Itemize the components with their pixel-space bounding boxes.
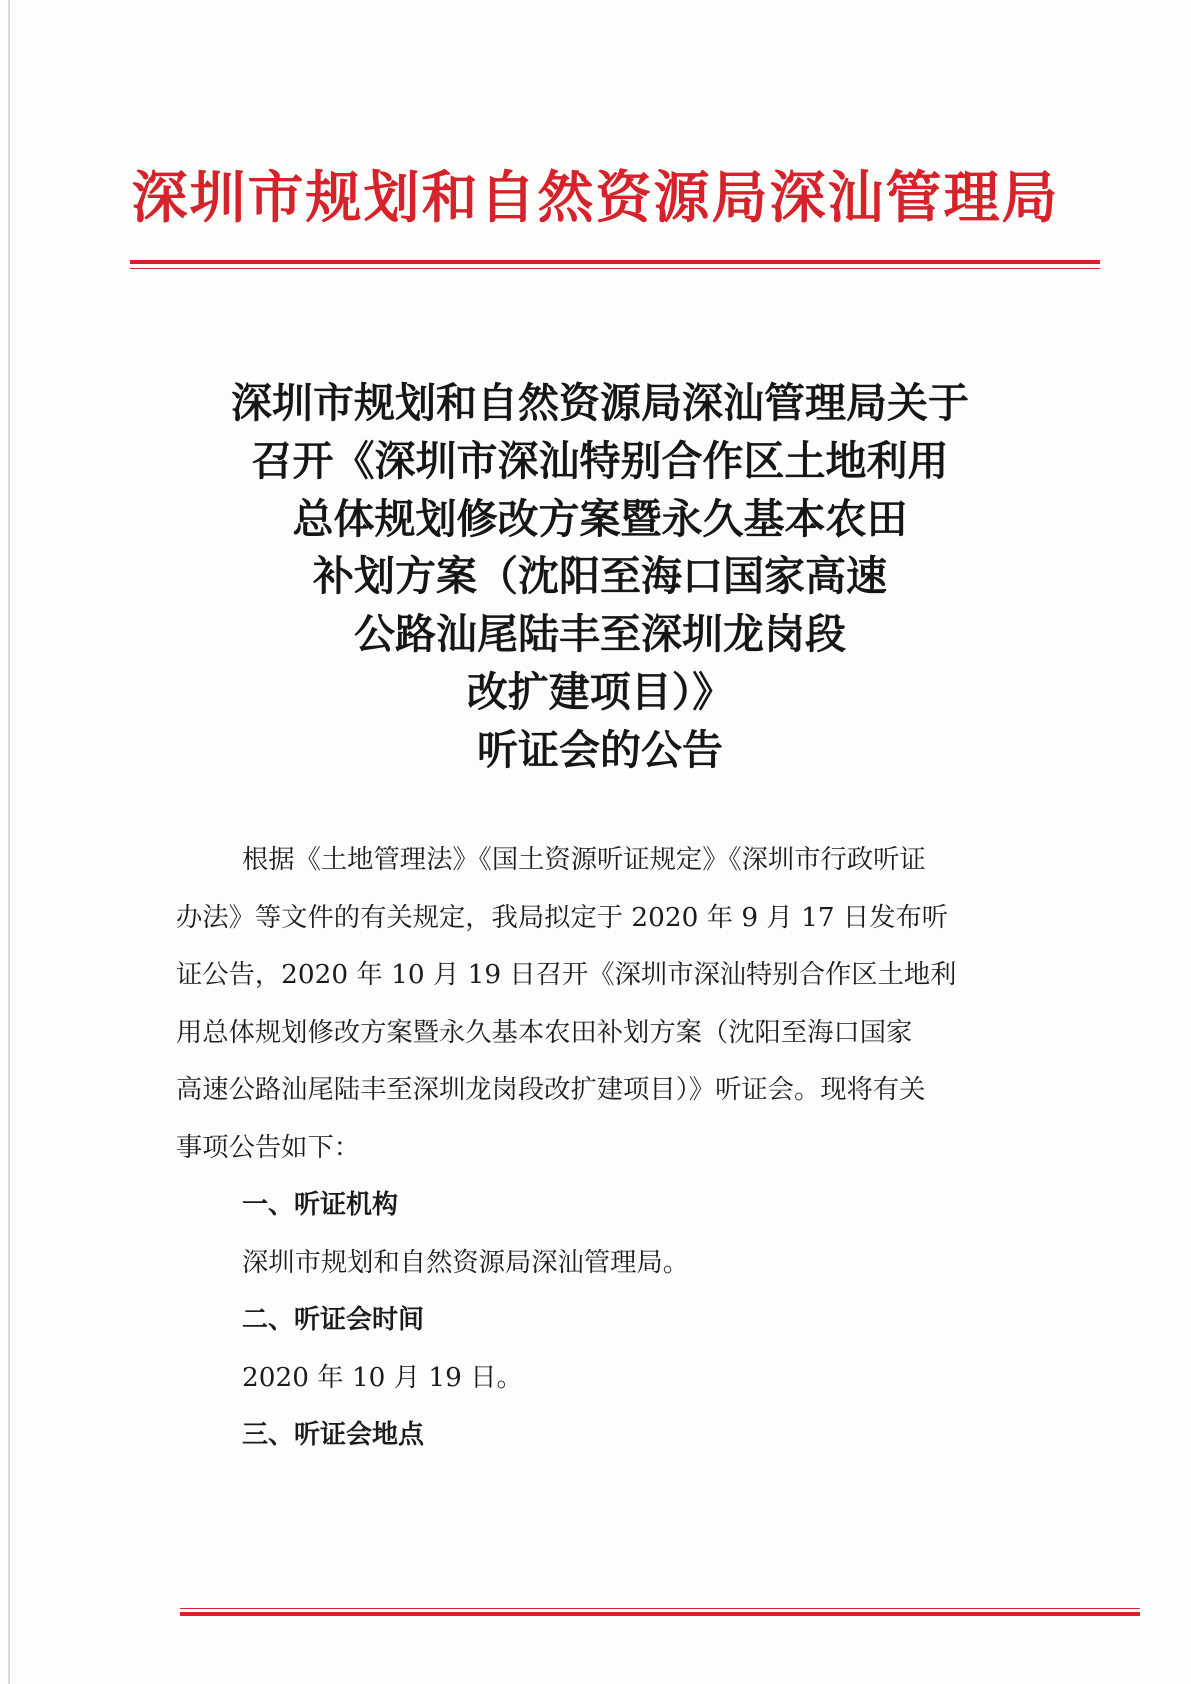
notice-title [150, 375, 1050, 780]
footer-red-rule-thin [180, 1608, 1140, 1609]
letterhead-org-name: 深圳市规划和自然资源局深汕管理局 [131, 165, 1060, 231]
intro-line: 用总体规划修改方案暨永久基本农田补划方案（沈阳至海口国家 [176, 1017, 913, 1048]
section-heading-hearing-location: 三、听证会地点 [242, 1420, 425, 1450]
footer-red-rule [180, 1612, 1140, 1616]
intro-line: 事项公告如下： [176, 1132, 361, 1163]
notice-title-line: 改扩建项目）》 [466, 667, 734, 716]
letterhead-red-rule [130, 260, 1100, 264]
section-heading-hearing-body: 一、听证机构 [242, 1190, 399, 1220]
notice-body [176, 832, 1061, 1465]
letterhead-red-rule-thin [130, 268, 1100, 269]
notice-title-line: 深圳市规划和自然资源局深汕管理局关于 [231, 379, 969, 427]
notice-title-line: 公路汕尾陆丰至深圳龙岗段 [354, 610, 846, 659]
notice-title-line: 总体规划修改方案暨永久基本农田 [292, 494, 908, 543]
intro-line: 根据《土地管理法》《国土资源听证规定》《深圳市行政听证 [242, 845, 926, 875]
section-heading-hearing-time: 二、听证会时间 [242, 1305, 425, 1335]
intro-line: 高速公路汕尾陆丰至深圳龙岗段改扩建项目）》听证会。现将有关 [176, 1075, 926, 1105]
intro-line: 证公告，2020 年 10 月 19 日召开《深圳市深汕特别合作区土地利 [176, 960, 957, 990]
notice-title-line: 召开《深圳市深汕特别合作区土地利用 [251, 436, 949, 485]
notice-title-line: 听证会的公告 [477, 725, 723, 774]
section-content-hearing-body: 深圳市规划和自然资源局深汕管理局。 [242, 1247, 690, 1278]
page-edge-shadow [8, 0, 10, 1684]
section-content-hearing-time: 2020 年 10 月 19 日。 [242, 1362, 523, 1393]
intro-line: 办法》等文件的有关规定，我局拟定于 2020 年 9 月 17 日发布听 [176, 902, 949, 933]
notice-title-line: 补划方案（沈阳至海口国家高速 [313, 552, 887, 601]
